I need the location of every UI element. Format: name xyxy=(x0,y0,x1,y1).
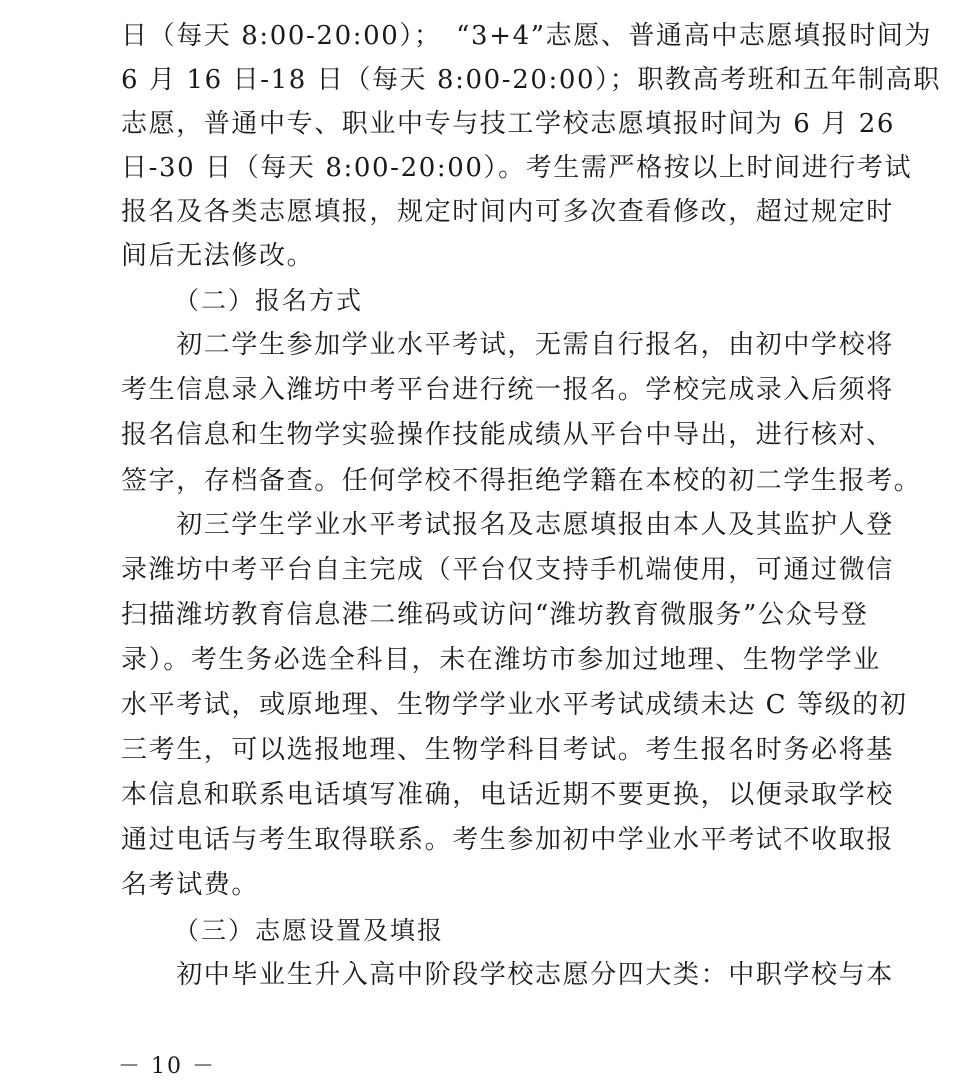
body-line-13: 录潍坊中考平台自主完成（平台仅支持手机端使用，可通过微信 xyxy=(121,555,894,585)
body-line-14: 扫描潍坊教育信息港二维码或访问“潍坊教育微服务”公众号登 xyxy=(121,600,869,630)
body-line-3: 志愿，普通中专、职业中专与技工学校志愿填报时间为 6 月 26 xyxy=(121,109,896,139)
body-line-4: 日-30 日（每天 8:00-20:00）。考生需严格按以上时间进行考试 xyxy=(121,153,913,183)
body-line-18: 本信息和联系电话填写准确，电话近期不要更换，以便录取学校 xyxy=(121,780,894,810)
body-line-17: 三考生，可以选报地理、生物学科目考试。考生报名时务必将基 xyxy=(121,735,894,765)
body-line-10: 报名信息和生物学实验操作技能成绩从平台中导出，进行核对、 xyxy=(121,420,894,450)
body-line-20: 名考试费。 xyxy=(121,870,260,900)
body-line-1: 日（每天 8:00-20:00）； “3+4”志愿、普通高中志愿填报时间为 xyxy=(121,21,933,51)
body-line-22: 初中毕业生升入高中阶段学校志愿分四大类：中职学校与本 xyxy=(121,960,894,990)
body-line-8: 初二学生参加学业水平考试，无需自行报名，由初中学校将 xyxy=(121,330,894,360)
body-line-5: 报名及各类志愿填报，规定时间内可多次查看修改，超过规定时 xyxy=(121,197,894,227)
body-line-2: 6 月 16 日-18 日（每天 8:00-20:00）；职教高考班和五年制高职 xyxy=(121,65,941,95)
body-line-19: 通过电话与考生取得联系。考生参加初中学业水平考试不收取报 xyxy=(121,825,894,855)
body-line-12: 初三学生学业水平考试报名及志愿填报由本人及其监护人登 xyxy=(121,510,894,540)
page-number: － 10 － xyxy=(118,1054,216,1079)
body-line-15: 录）。考生务必选全科目，未在潍坊市参加过地理、生物学学业 xyxy=(121,645,881,675)
body-line-6: 间后无法修改。 xyxy=(121,241,315,271)
section-heading-preferences: （三）志愿设置及填报 xyxy=(174,916,445,945)
section-heading-registration: （二）报名方式 xyxy=(174,286,364,315)
body-line-16: 水平考试，或原地理、生物学学业水平考试成绩未达 C 等级的初 xyxy=(121,690,908,720)
body-line-11: 签字，存档备查。任何学校不得拒绝学籍在本校的初二学生报考。 xyxy=(121,466,922,496)
body-line-9: 考生信息录入潍坊中考平台进行统一报名。学校完成录入后须将 xyxy=(121,375,894,405)
